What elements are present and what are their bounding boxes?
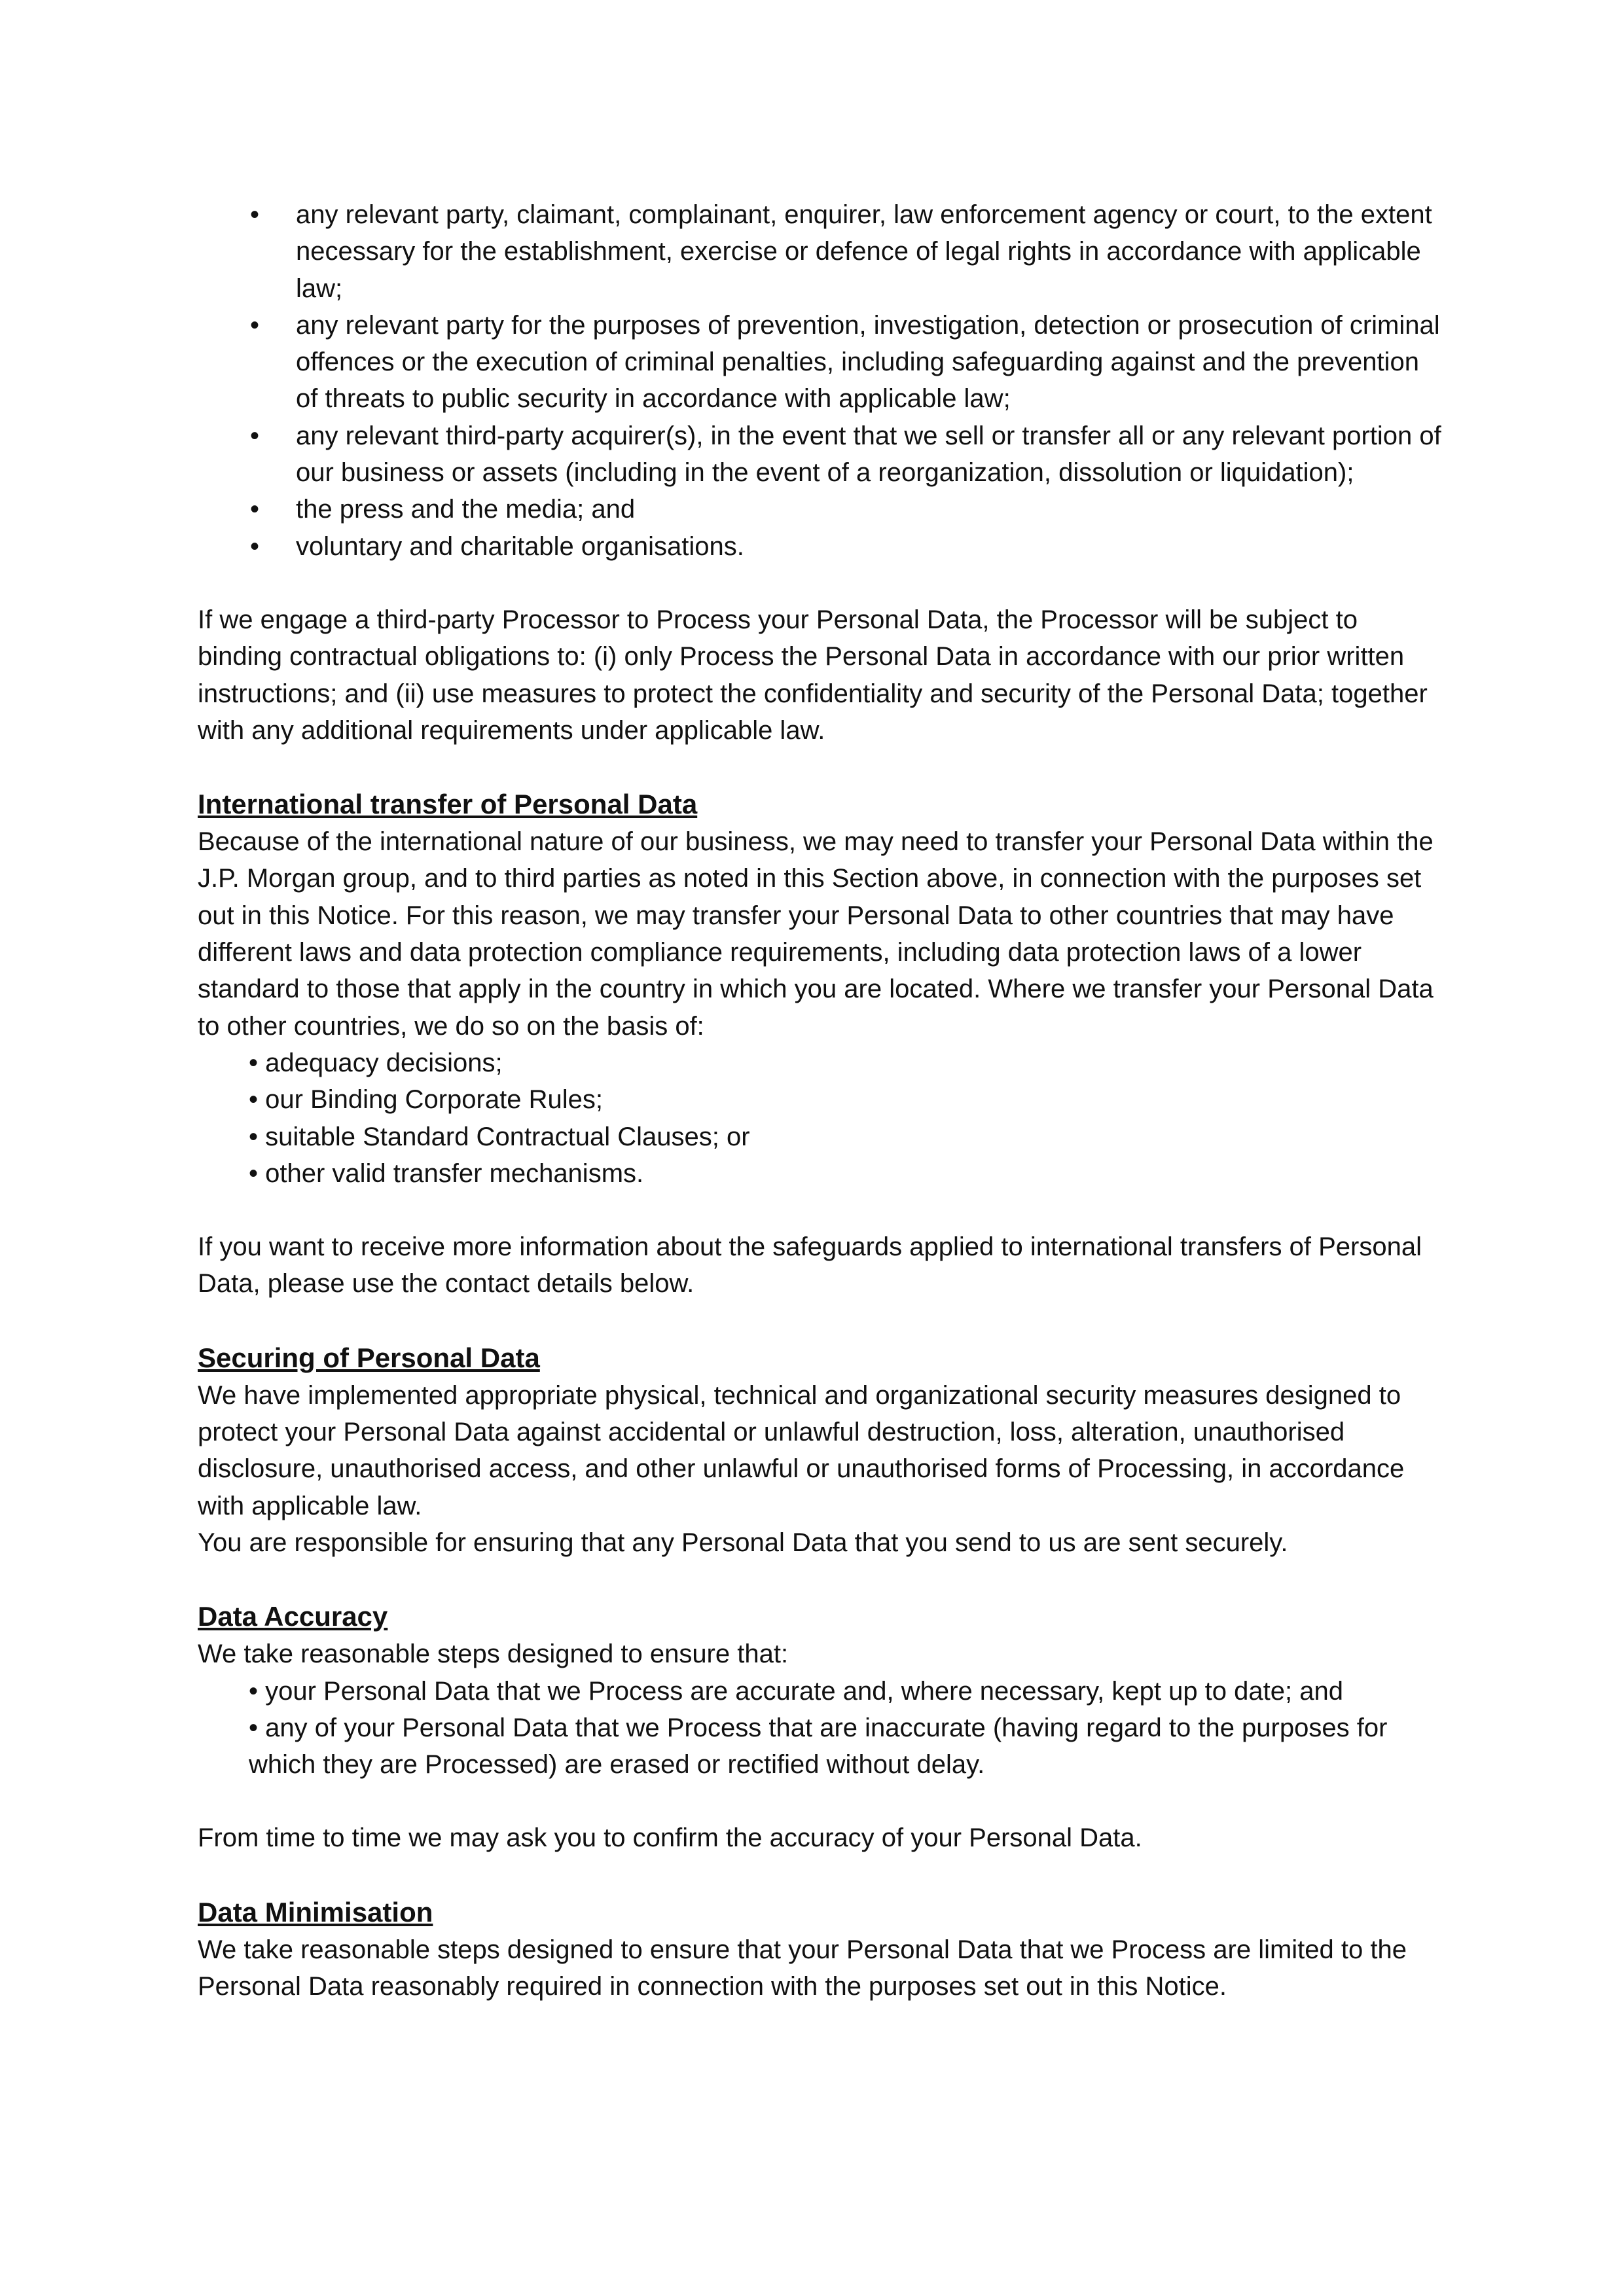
bullet: • (250, 310, 260, 340)
accuracy-intro: We take reasonable steps designed to ensure that: (198, 1640, 789, 1669)
international-paragraph: Because of the international nature of our business, we may need to transfer your Personal Data within the J.P. Morgan group, and to third parties as noted in this Section above, in connection with the purposes set out in this Notice. For this reason, we may transfer your Personal Data to other countries that may have different laws and data protection compliance requirements, including data protection laws of a lower standard to those that apply in the country in which you are located. Where we transfer your Personal Data to other countries, we do so on the basis of: (198, 827, 1434, 1041)
spacer (198, 1561, 1441, 1598)
list-item: • any of your Personal Data that we Process that are inaccurate (having regard to the purposes for which they are Processed) are erased or rectified without delay. (249, 1713, 1388, 1780)
minimisation-paragraph: We take reasonable steps designed to ensure that your Personal Data that we Process are limited to the Personal Data reasonably required in connection with the purposes set out in this Notice. (198, 1935, 1407, 2001)
spacer (198, 1857, 1441, 1893)
section-heading-international-transfer: International transfer of Personal Data (198, 789, 698, 820)
accuracy-list (198, 1673, 1441, 1784)
securing-paragraph-2: You are responsible for ensuring that any Personal Data that you send to us are sent securely. (198, 1528, 1288, 1557)
processor-paragraph: If we engage a third-party Processor to Process your Personal Data, the Processor will be subject to binding contractual obligations to: (i) only Process the Personal Data in accordance with our prior written instructions; and (ii) use measures to protect the confidentiality and security of the Personal Data; together with any additional requirements under applicable law. (198, 605, 1428, 745)
accuracy-followup: From time to time we may ask you to confirm the accuracy of your Personal Data. (198, 1823, 1142, 1853)
spacer (198, 565, 1441, 601)
list-item (198, 491, 1441, 528)
bullet: • (250, 200, 260, 229)
list-item-text: voluntary and charitable organisations. (296, 531, 744, 561)
spacer (198, 1302, 1441, 1339)
securing-paragraph: We have implemented appropriate physical, technical and organizational security measures designed to protect your Personal Data against accidental or unlawful destruction, loss, alteration, unauthorised disclosure, unauthorised access, and other unlawful or unauthorised forms of Processing, in accordance with applicable law. (198, 1380, 1405, 1520)
list-item (198, 196, 1441, 307)
spacer (198, 1783, 1441, 1820)
list-item (198, 418, 1441, 492)
document-page (198, 196, 1441, 2005)
transfer-basis-list (198, 1045, 1441, 1192)
bullet: • (250, 531, 260, 561)
spacer (198, 749, 1441, 785)
list-item: • our Binding Corporate Rules; (249, 1085, 603, 1115)
list-item: • your Personal Data that we Process are accurate and, where necessary, kept up to date; and (249, 1676, 1343, 1706)
section-heading-securing: Securing of Personal Data (198, 1342, 540, 1373)
section-heading-minimisation: Data Minimisation (198, 1896, 433, 1928)
list-item: • adequacy decisions; (249, 1048, 503, 1077)
list-item-text: any relevant party, claimant, complainant, enquirer, law enforcement agency or court, to the extent necessary for the establishment, exercise or defence of legal rights in accordance with applicable law; (296, 200, 1432, 303)
list-item-text: any relevant third-party acquirer(s), in the event that we sell or transfer all or any relevant portion of our business or assets (including in the event of a reorganization, dissolution or liquidation); (296, 421, 1441, 488)
international-followup: If you want to receive more information about the safeguards applied to international transfers of Personal Data, please use the contact details below. (198, 1232, 1422, 1299)
bullet: • (250, 421, 260, 450)
section-heading-accuracy: Data Accuracy (198, 1601, 388, 1632)
bullet: • (250, 495, 260, 524)
recipients-list (198, 196, 1441, 565)
list-item-text: the press and the media; and (296, 495, 636, 524)
list-item (198, 307, 1441, 418)
list-item (198, 528, 1441, 565)
list-item: • suitable Standard Contractual Clauses; or (249, 1122, 750, 1151)
spacer (198, 1192, 1441, 1229)
list-item: • other valid transfer mechanisms. (249, 1158, 644, 1188)
list-item-text: any relevant party for the purposes of prevention, investigation, detection or prosecution of criminal offences or the execution of criminal penalties, including safeguarding against and the prevention of threats to public security in accordance with applicable law; (296, 310, 1440, 414)
